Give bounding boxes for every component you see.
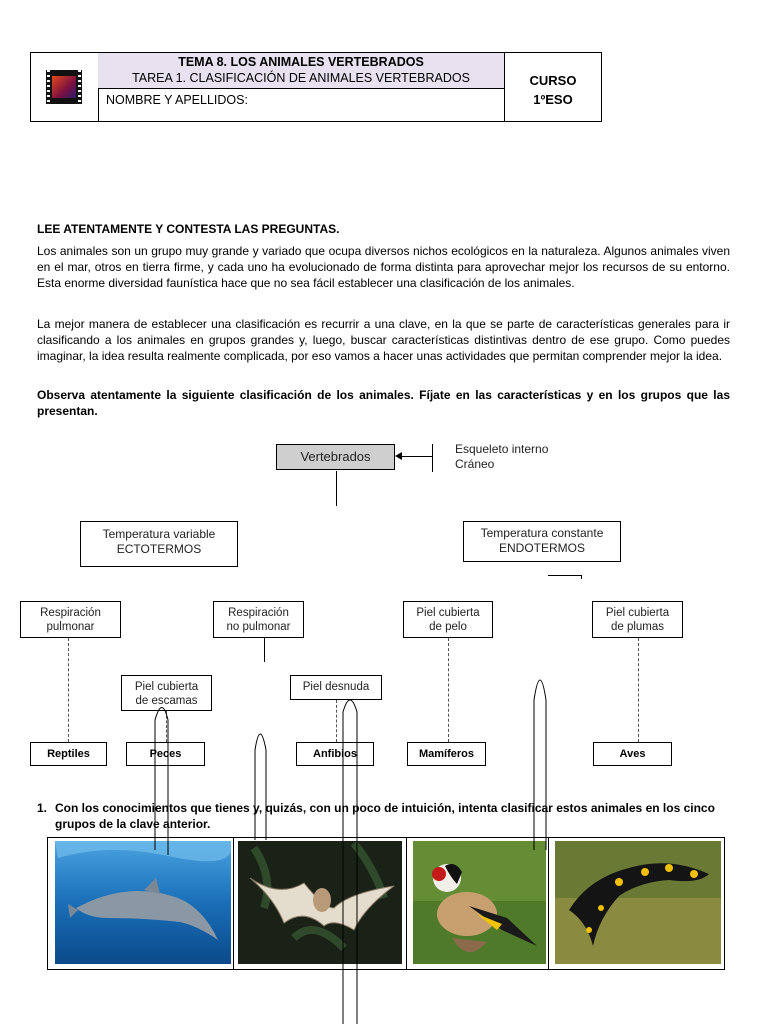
escamas-1: Piel cubierta bbox=[134, 681, 199, 693]
plumas-1: Piel cubierta bbox=[605, 607, 670, 619]
pelo-2: de pelo bbox=[429, 621, 467, 633]
peces-label: Peces bbox=[149, 748, 182, 760]
endo-label-1: Temperatura constante bbox=[480, 526, 604, 540]
name-label: NOMBRE Y APELLIDOS: bbox=[106, 93, 248, 107]
ecto-label-2: ECTOTERMOS bbox=[116, 542, 202, 556]
task-title: TAREA 1. CLASIFICACIÓN DE ANIMALES VERTEBRADOS bbox=[132, 71, 470, 85]
root-note-1: Esqueleto interno bbox=[455, 442, 549, 456]
resp-pulm-1: Respiración bbox=[40, 607, 101, 619]
root-label: Vertebrados bbox=[300, 449, 371, 464]
pelo-1: Piel cubierta bbox=[416, 607, 480, 619]
reptiles-label: Reptiles bbox=[47, 748, 90, 760]
page-title: TEMA 8. LOS ANIMALES VERTEBRADOS bbox=[178, 55, 424, 69]
ecto-label-1: Temperatura variable bbox=[102, 527, 216, 541]
course-value: 1ºESO bbox=[533, 92, 573, 107]
course-label: CURSO bbox=[529, 73, 577, 88]
plumas-2: de plumas bbox=[610, 621, 665, 633]
aves-label: Aves bbox=[619, 748, 646, 760]
resp-nopulm-1: Respiración bbox=[228, 607, 289, 619]
paragraph-3: Observa atentamente la siguiente clasificación de los animales. Fíjate en las características y en los grupos que las presentan. bbox=[37, 388, 730, 419]
root-note-2: Cráneo bbox=[455, 457, 495, 471]
escamas-2: de escamas bbox=[135, 695, 198, 707]
instructions-heading: LEE ATENTAMENTE Y CONTESTA LAS PREGUNTAS. bbox=[37, 222, 340, 236]
anfibios-label: Anfibios bbox=[313, 748, 357, 760]
paragraph-2: La mejor manera de establecer una clasificación es recurrir a una clave, en la que se parte de características generales para ir clasificando a los animales en grupos grandes y, luego, buscar características distintivas dentro de ese grupo. Como puedes imaginar, la idea resulta realmente complicada, por eso vamos a hacer unas actividades que permitan comprender mejor la idea. bbox=[37, 317, 730, 364]
question-number: 1. bbox=[37, 801, 48, 815]
mamiferos-label: Mamíferos bbox=[418, 748, 475, 760]
resp-nopulm-2: no pulmonar bbox=[226, 621, 291, 633]
resp-pulm-2: pulmonar bbox=[46, 621, 95, 633]
desnuda-label: Piel desnuda bbox=[302, 681, 370, 693]
paragraph-1: Los animales son un grupo muy grande y variado que ocupa diversos nichos ecológicos en la naturaleza. Algunos animales viven en el mar, otros en tierra firme, y cada uno ha evolucionado de forma distinta para aprovechar mejor los recursos de su entorno. Esta enorme diversidad faunística hace que no sea fácil establecer una clasificación de los animales. bbox=[37, 244, 730, 291]
question-text-1: Con los conocimientos que tienes y, quizás, con un poco de intuición, intenta clasificar estos animales en los cinco bbox=[55, 801, 715, 815]
question-text-2: grupos de la clave anterior. bbox=[55, 817, 211, 831]
endo-label-2: ENDOTERMOS bbox=[498, 541, 585, 555]
